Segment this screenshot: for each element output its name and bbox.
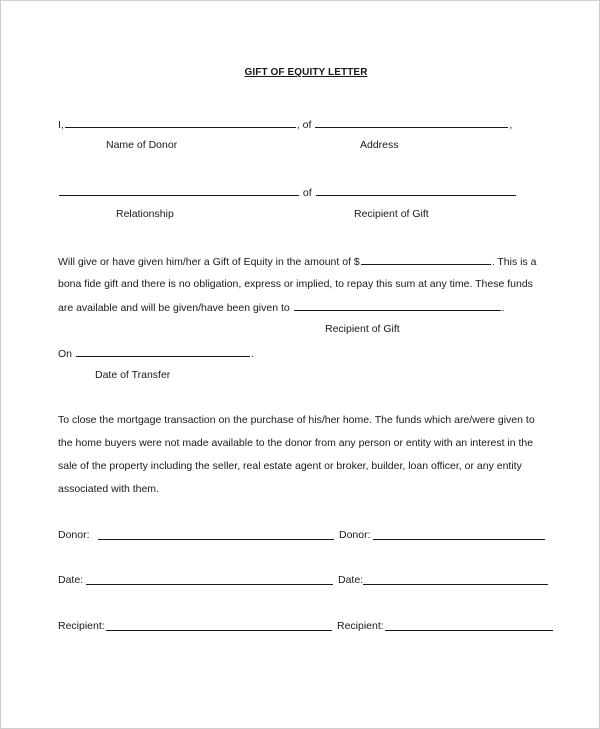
recipient-label-right: Recipient: — [337, 620, 384, 632]
para1-line3-end: . — [501, 302, 505, 314]
recipient-signature-field-left[interactable] — [106, 630, 332, 631]
para1-line1-end: . This is a — [491, 256, 537, 268]
para1-line3 — [58, 300, 505, 315]
on-line — [58, 346, 254, 361]
gift-amount-field[interactable] — [361, 254, 491, 265]
date-label-left: Date: — [58, 574, 84, 586]
recipient-field-1[interactable] — [316, 185, 516, 196]
recipient-label-left: Recipient: — [58, 620, 105, 632]
label-recipient-of-gift-1: Recipient of Gift — [354, 208, 429, 220]
para1-line1-text: Will give or have given him/her a Gift of Equity in the amount of $ — [58, 256, 360, 268]
para2-line1: To close the mortgage transaction on the purchase of his/her home. The funds which are/were given to — [58, 414, 535, 426]
para2-line4: associated with them. — [58, 483, 159, 495]
donor-name-field[interactable] — [65, 117, 296, 128]
date-field-right[interactable] — [363, 584, 548, 585]
label-date-of-transfer: Date of Transfer — [95, 369, 171, 381]
para1-line3-text: are available and will be given/have been given to — [58, 302, 290, 314]
donor-line-middle: , of — [296, 119, 312, 131]
label-address: Address — [360, 139, 399, 151]
para2-line3: sale of the property including the seller, real estate agent or broker, builder, loan officer, or any entity — [58, 460, 522, 472]
recipient-signature-field-right[interactable] — [385, 630, 553, 631]
label-name-of-donor: Name of Donor — [106, 139, 178, 151]
label-relationship: Relationship — [116, 208, 174, 220]
date-field-left[interactable] — [86, 584, 333, 585]
donor-line-prefix: I, — [58, 119, 64, 131]
relationship-field[interactable] — [59, 185, 299, 196]
donor-label-right: Donor: — [339, 529, 371, 541]
date-label-right: Date: — [338, 574, 364, 586]
recipient-field-2[interactable] — [294, 300, 501, 311]
donor-signature-field-left[interactable] — [98, 539, 334, 540]
para1-line1 — [58, 254, 536, 269]
label-recipient-of-gift-2: Recipient of Gift — [325, 323, 400, 335]
donor-line-suffix: , — [509, 119, 513, 131]
para2-line2: the home buyers were not made available to the donor from any person or entity with an interest in the — [58, 437, 534, 449]
on-line-suffix: . — [250, 348, 254, 360]
donor-line — [58, 117, 512, 132]
on-line-prefix: On — [58, 348, 73, 360]
date-of-transfer-field[interactable] — [76, 346, 250, 357]
document-title: GIFT OF EQUITY LETTER — [244, 67, 368, 78]
donor-signature-field-right[interactable] — [373, 539, 545, 540]
relationship-line — [58, 185, 517, 200]
para1-line2: bona fide gift and there is no obligation, express or implied, to repay this sum at any time. These funds — [58, 278, 533, 290]
donor-label-left: Donor: — [58, 529, 90, 541]
relationship-line-middle: of — [302, 187, 312, 199]
donor-address-field[interactable] — [315, 117, 508, 128]
